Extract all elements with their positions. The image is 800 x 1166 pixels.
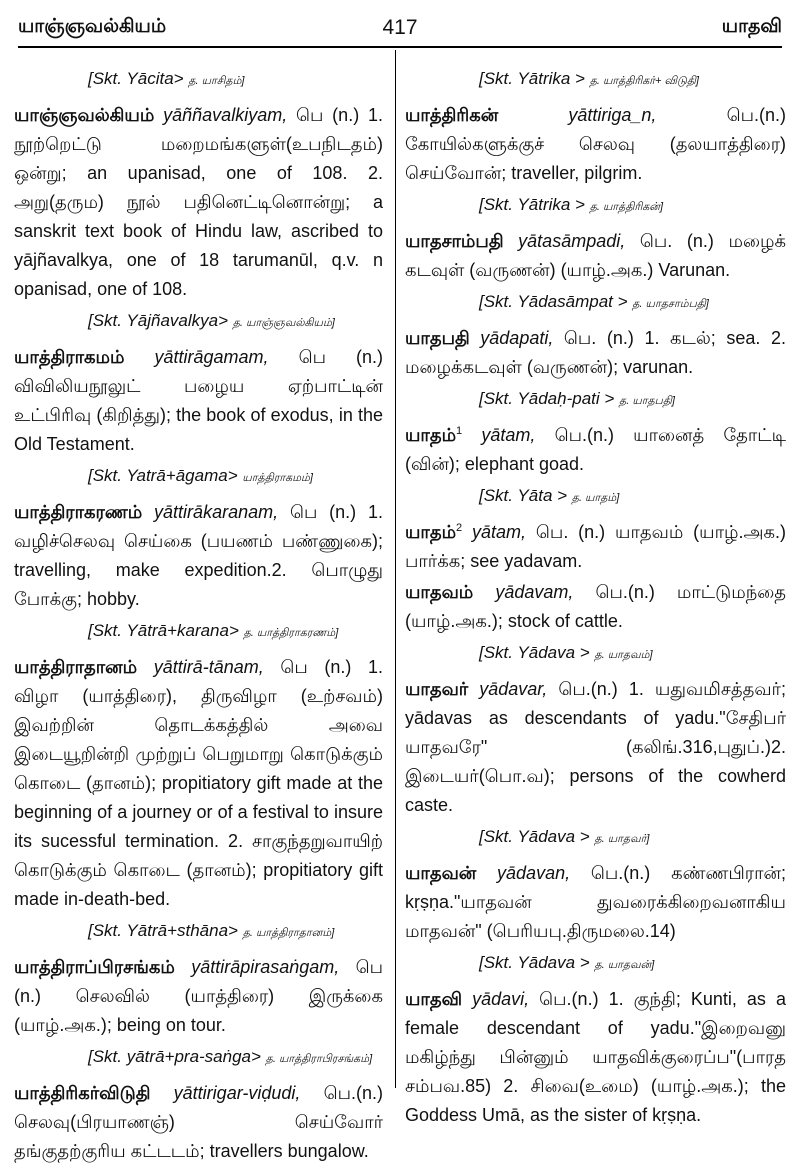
part-of-speech: பெ.(n.) <box>554 425 614 445</box>
homonym-number: 1 <box>456 425 463 437</box>
transliteration: yādavar, <box>479 679 548 699</box>
part-of-speech: பெ (n.) <box>296 105 360 125</box>
etymology-label: [Skt. Yāta > <box>479 486 568 505</box>
part-of-speech: பெ. (n.) <box>535 522 606 542</box>
definition: கண்ணபிரான்; kṛṣṇa."யாதவன் துவரைக்கிறைவனாகிய மாதவன்" (பெரியபு.திருமலை.14) <box>405 863 786 941</box>
etymology-note <box>405 481 786 513</box>
etymology-label: [Skt. Yādava > <box>479 643 590 662</box>
dictionary-entry <box>405 578 786 636</box>
transliteration: yāttirigar-viḍudi, <box>173 1083 301 1103</box>
etymology-note <box>405 384 786 416</box>
entry-text <box>14 953 383 1040</box>
etymology-tamil: யாத்திராகமம்] <box>242 472 313 484</box>
definition: கோயில்களுக்குச் செலவு (தலயாத்திரை) செய்வோன்; traveller, pilgrim. <box>405 134 786 183</box>
headword: யாதவம் <box>405 582 474 602</box>
etymology-note <box>405 638 786 670</box>
etymology-label: [Skt. Yātrā+sthāna> <box>88 921 238 940</box>
etymology-tamil: த. யாதசாம்பதி] <box>632 298 709 310</box>
part-of-speech: பெ.(n.) <box>539 989 599 1009</box>
etymology-tamil: த. யாதபதி] <box>619 395 675 407</box>
dictionary-entry <box>405 101 786 188</box>
etymology-label: [Skt. Yādaḥ-pati > <box>479 389 615 408</box>
etymology-label: [Skt. Yātrika > <box>479 195 585 214</box>
part-of-speech: பெ.(n.) <box>595 582 655 602</box>
etymology-label: [Skt. Yādava > <box>479 953 590 972</box>
transliteration: yātam, <box>481 425 536 445</box>
etymology-label: [Skt. Yātrika > <box>479 69 585 88</box>
etymology-note <box>405 190 786 222</box>
dictionary-entry <box>405 985 786 1130</box>
entry-text <box>405 421 786 479</box>
part-of-speech: பெ.(n.) <box>590 863 651 883</box>
headword: யாத்திரிகன் <box>405 105 499 125</box>
right-column <box>405 62 786 1125</box>
etymology-tamil: த. யாதம்] <box>571 492 620 504</box>
transliteration: yādavi, <box>472 989 530 1009</box>
page-number: 417 <box>382 16 418 39</box>
definition: 1. நூற்றெட்டு மறைமங்களுள்(உபநிடதம்) ஒன்று; an upanisad, one of 108. 2. அறு(தரும) நூல் பதினெட்டினொன்று; a sanskrit text book of Hindu law, ascribed to yājñavalkya, one of 18 tarumanūl, q.v. n opanisad, one of 108. <box>14 105 383 299</box>
transliteration: yāttirāpirasaṅgam, <box>191 957 340 977</box>
part-of-speech: பெ.(n.) <box>323 1083 383 1103</box>
transliteration: yāttirāgamam, <box>154 347 269 367</box>
dictionary-entry <box>14 1079 383 1166</box>
headword: யாதம் <box>405 425 457 445</box>
definition: மாட்டுமந்தை (யாழ்.அக.); stock of cattle. <box>405 582 786 631</box>
etymology-label: [Skt. Yācita> <box>88 69 184 88</box>
headword: யாதபதி <box>405 328 470 348</box>
definition: செலவு(பிரயாணஞ்) செய்வோர் தங்குதற்குரிய கட்டடம்; travellers bungalow. <box>14 1112 383 1161</box>
etymology-tamil: த. யாத்திரிகர்+ விடுதி] <box>589 75 699 87</box>
dictionary-entry <box>14 953 383 1040</box>
dictionary-entry <box>405 859 786 946</box>
transliteration: yāttirā-tānam, <box>153 657 264 677</box>
definition: மழைக் கடவுள் (வருணன்) (யாழ்.அக.) Varunan. <box>405 231 786 280</box>
definition: 1. யதுவமிசத்தவர்; yādavas as descendants of yadu."சேதிபர் யாதவரே" (கலிங்.316,புதுப்.)2. இடையர்(பொ.வ); persons of the cowherd caste. <box>405 679 786 815</box>
etymology-note <box>14 64 383 96</box>
entry-text <box>14 498 383 614</box>
etymology-label: [Skt. Yādasāmpat > <box>479 292 628 311</box>
dictionary-entry <box>405 675 786 820</box>
part-of-speech: பெ (n.) <box>14 957 383 1006</box>
header-rule <box>18 46 782 48</box>
transliteration: yātasāmpadi, <box>518 231 626 251</box>
entry-text <box>14 653 383 914</box>
entry-text <box>405 985 786 1130</box>
headword: யாதவன் <box>405 863 477 883</box>
etymology-tamil: த. யாஞ்ஞவல்கியம்] <box>232 317 335 329</box>
part-of-speech: பெ.(n.) <box>726 105 786 125</box>
column-divider <box>395 50 396 1088</box>
transliteration: yādavam, <box>495 582 574 602</box>
dictionary-entry <box>405 518 786 576</box>
headword: யாதம் <box>405 522 457 542</box>
definition: 1. விழா (யாத்திரை), திருவிழா (உற்சவம்) இவற்றின் தொடக்கத்தில் அவை இடையூறின்றி முற்றுப் பெறுமாறு கொடுக்கும் கொடை (தானம்); propitiatory gift made at the beginning of a journey or of a festival to insure its sucessful termination. 2. சாகுந்தறுவாயிற் கொடுக்கும் கொடை (தானம்); propitiatory gift made in-death-bed. <box>14 657 383 909</box>
definition: யானைத் தோட்டி (வின்); elephant goad. <box>405 425 786 474</box>
headword: யாத்திராகமம் <box>14 347 125 367</box>
header-right-guideword: யாதவி <box>721 16 782 37</box>
headword: யாதவி <box>405 989 463 1009</box>
entry-text <box>405 518 786 576</box>
definition: செலவில் (யாத்திரை) இருக்கை (யாழ்.அக.); being on tour. <box>14 986 383 1035</box>
headword: யாத்திராப்பிரசங்கம் <box>14 957 175 977</box>
transliteration: yādapati, <box>480 328 554 348</box>
etymology-note <box>14 306 383 338</box>
part-of-speech: பெ. (n.) <box>639 231 714 251</box>
dictionary-entry <box>14 498 383 614</box>
entry-text <box>405 101 786 188</box>
headword: யாஞ்ஞவல்கியம் <box>14 105 155 125</box>
transliteration: yāññavalkiyam, <box>163 105 288 125</box>
etymology-label: [Skt. Yādava > <box>479 827 590 846</box>
etymology-note <box>14 916 383 948</box>
header-left-guideword: யாஞ்ஞவல்கியம் <box>18 16 167 37</box>
dictionary-entry <box>14 101 383 304</box>
definition: 1. குந்தி; Kunti, as a female descendant of yadu."இறைவனு மகிழ்ந்து பின்னும் யாதவிக்குரைப்ப"(பாரத சம்பவ.85) 2. சிவை(உமை) (யாழ்.அக.); the Goddess Umā, as the sister of kṛṣṇa. <box>405 989 786 1125</box>
entry-text <box>405 859 786 946</box>
etymology-note <box>14 461 383 493</box>
etymology-label: [Skt. Yājñavalkya> <box>88 311 229 330</box>
etymology-label: [Skt. yātrā+pra-saṅga> <box>88 1047 261 1066</box>
etymology-note <box>405 948 786 980</box>
entry-text <box>405 227 786 285</box>
etymology-label: [Skt. Yatrā+āgama> <box>88 466 238 485</box>
homonym-number: 2 <box>456 522 463 534</box>
headword: யாத்திரிகர்விடுதி <box>14 1083 151 1103</box>
etymology-tamil: த. யாசிதம்] <box>188 75 245 87</box>
definition: விவிலியநூலுட் பழைய ஏற்பாட்டின் உட்பிரிவு (கிறித்து); the book of exodus, in the Old Testament. <box>14 376 383 454</box>
headword: யாத்திராகரணம் <box>14 502 143 522</box>
dictionary-entry <box>14 343 383 459</box>
entry-text <box>14 101 383 304</box>
definition: யாதவம் (யாழ்.அக.) பார்க்க; see yadavam. <box>405 522 786 571</box>
part-of-speech: பெ (n.) <box>289 502 357 522</box>
dictionary-entry <box>405 421 786 479</box>
entry-text <box>405 578 786 636</box>
etymology-tamil: த. யாத்திராதானம்] <box>242 927 335 939</box>
transliteration: yāttirākaranam, <box>154 502 279 522</box>
etymology-tamil: த. யாத்திராகரணம்] <box>243 627 339 639</box>
part-of-speech: பெ. (n.) <box>563 328 634 348</box>
entry-text <box>405 675 786 820</box>
etymology-tamil: த. யாத்திராபிரசங்கம்] <box>265 1053 373 1065</box>
dictionary-entry <box>405 324 786 382</box>
transliteration: yātam, <box>472 522 527 542</box>
etymology-tamil: த. யாதவம்] <box>594 649 653 661</box>
etymology-tamil: த. யாத்திரிகன்] <box>589 201 664 213</box>
etymology-note <box>14 616 383 648</box>
etymology-tamil: த. யாதவன்] <box>594 959 655 971</box>
entry-text <box>14 343 383 459</box>
part-of-speech: பெ (n.) <box>280 657 352 677</box>
etymology-note <box>405 64 786 96</box>
transliteration: yādavan, <box>497 863 571 883</box>
part-of-speech: பெ (n.) <box>298 347 383 367</box>
etymology-tamil: த. யாதவர்] <box>594 833 650 845</box>
dictionary-entry <box>405 227 786 285</box>
definition: 1. கடல்; sea. 2. மழைக்கடவுள் (வருணன்); varunan. <box>405 328 786 377</box>
part-of-speech: பெ.(n.) <box>558 679 618 699</box>
definition: 1. வழிச்செலவு செய்கை (பயணம் பண்ணுகை); travelling, make expedition.2. பொழுது போக்கு; hobby. <box>14 502 383 609</box>
etymology-label: [Skt. Yātrā+karana> <box>88 621 239 640</box>
transliteration: yāttiriga_n, <box>568 105 657 125</box>
left-column <box>14 62 383 1161</box>
etymology-note <box>14 1042 383 1074</box>
dictionary-entry <box>14 653 383 914</box>
etymology-note <box>405 287 786 319</box>
entry-text <box>14 1079 383 1166</box>
headword: யாத்திராதானம் <box>14 657 138 677</box>
headword: யாதவர் <box>405 679 469 699</box>
headword: யாதசாம்பதி <box>405 231 504 251</box>
page-header <box>18 12 782 42</box>
etymology-note <box>405 822 786 854</box>
entry-text <box>405 324 786 382</box>
